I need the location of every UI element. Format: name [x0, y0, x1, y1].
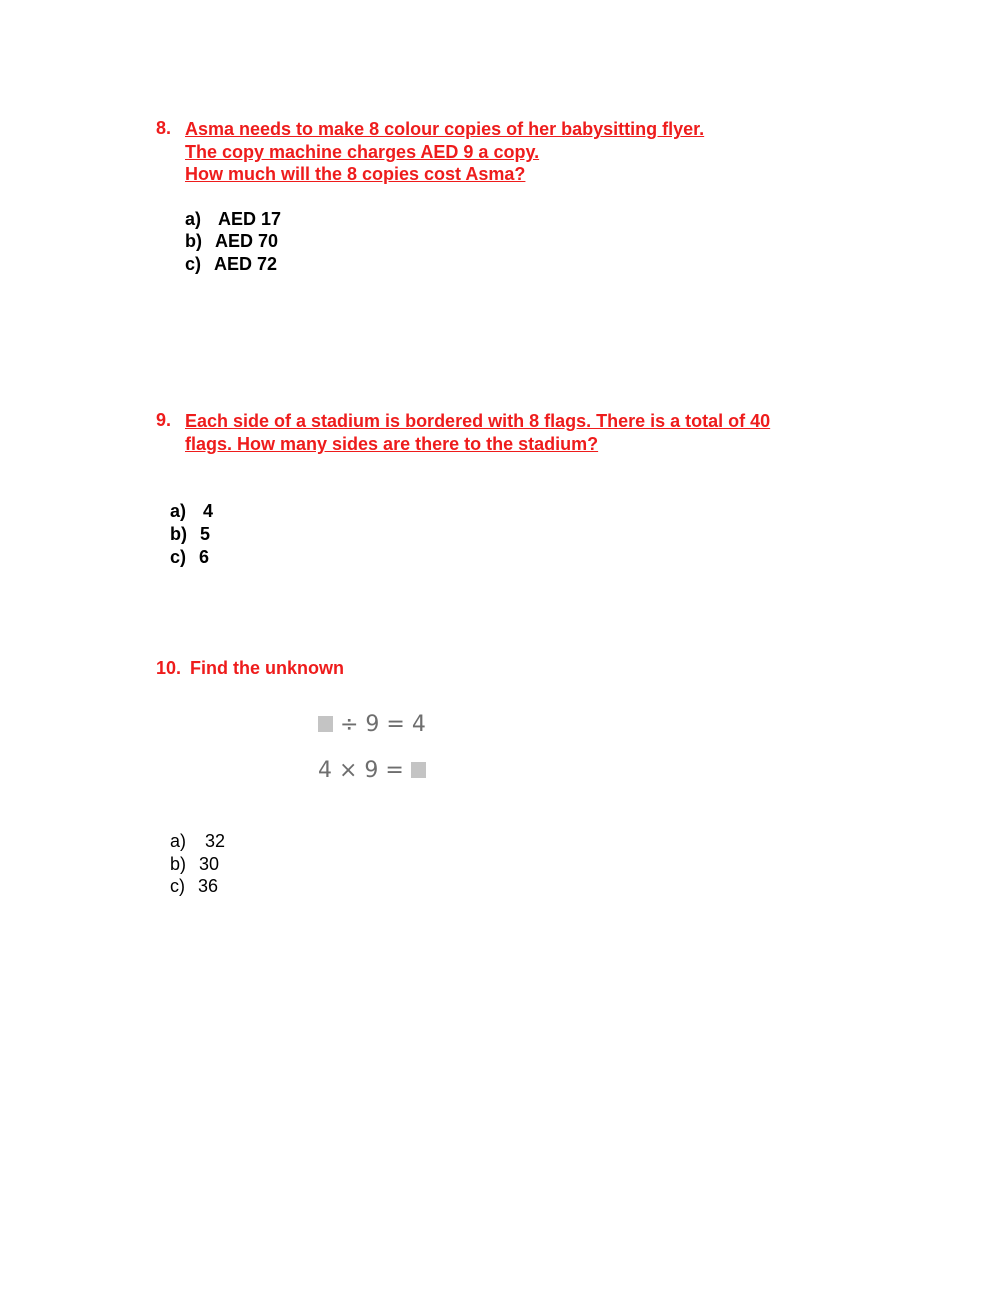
- option-value: 4: [203, 501, 214, 521]
- unknown-box-icon: [411, 762, 426, 778]
- q9-text-line-1: Each side of a stadium is bordered with 8 flags. There is a total of 40: [185, 411, 771, 431]
- q8-text-line-1: Asma needs to make 8 colour copies of her babysitting flyer.: [185, 119, 705, 139]
- q8-option-a[interactable]: [185, 208, 281, 230]
- option-letter: a): [170, 501, 187, 521]
- q10-title: Find the unknown: [190, 658, 344, 678]
- q8-number: 8.: [156, 118, 172, 138]
- unknown-box-icon: [318, 716, 333, 732]
- q9-number: 9.: [156, 410, 172, 430]
- q10-option-b[interactable]: [170, 853, 219, 875]
- q8-option-b[interactable]: [185, 230, 278, 252]
- option-letter: b): [170, 854, 187, 874]
- option-value: 32: [205, 831, 226, 851]
- option-letter: b): [170, 524, 187, 544]
- option-value: AED 70: [215, 231, 279, 251]
- equation-multiplication: [318, 758, 426, 783]
- option-value: 5: [200, 524, 211, 544]
- equation-division-text: ÷ 9 = 4: [340, 712, 426, 737]
- q9-option-a[interactable]: [170, 500, 213, 522]
- equation-multiplication-text: 4 × 9 =: [318, 758, 404, 783]
- option-value: 30: [199, 854, 220, 874]
- option-letter: c): [170, 876, 185, 896]
- q10-option-a[interactable]: [170, 830, 225, 852]
- q8-text-line-3: How much will the 8 copies cost Asma?: [185, 164, 526, 184]
- q10-number: 10.: [156, 658, 182, 678]
- option-letter: a): [170, 831, 187, 851]
- q9-option-b[interactable]: [170, 523, 210, 545]
- q9-option-c[interactable]: [170, 546, 209, 568]
- option-value: 6: [199, 547, 210, 567]
- option-letter: a): [185, 209, 202, 229]
- option-letter: c): [170, 547, 187, 567]
- q8-text-line-2: The copy machine charges AED 9 a copy.: [185, 142, 540, 162]
- q8-option-c[interactable]: [185, 253, 277, 275]
- option-letter: c): [185, 254, 202, 274]
- option-value: 36: [198, 876, 219, 896]
- equation-division: [318, 712, 426, 737]
- q10-option-c[interactable]: [170, 875, 218, 897]
- option-value: AED 72: [214, 254, 278, 274]
- option-value: AED 17: [218, 209, 282, 229]
- option-letter: b): [185, 231, 202, 251]
- q9-text-line-2: flags. How many sides are there to the stadium?: [185, 434, 599, 454]
